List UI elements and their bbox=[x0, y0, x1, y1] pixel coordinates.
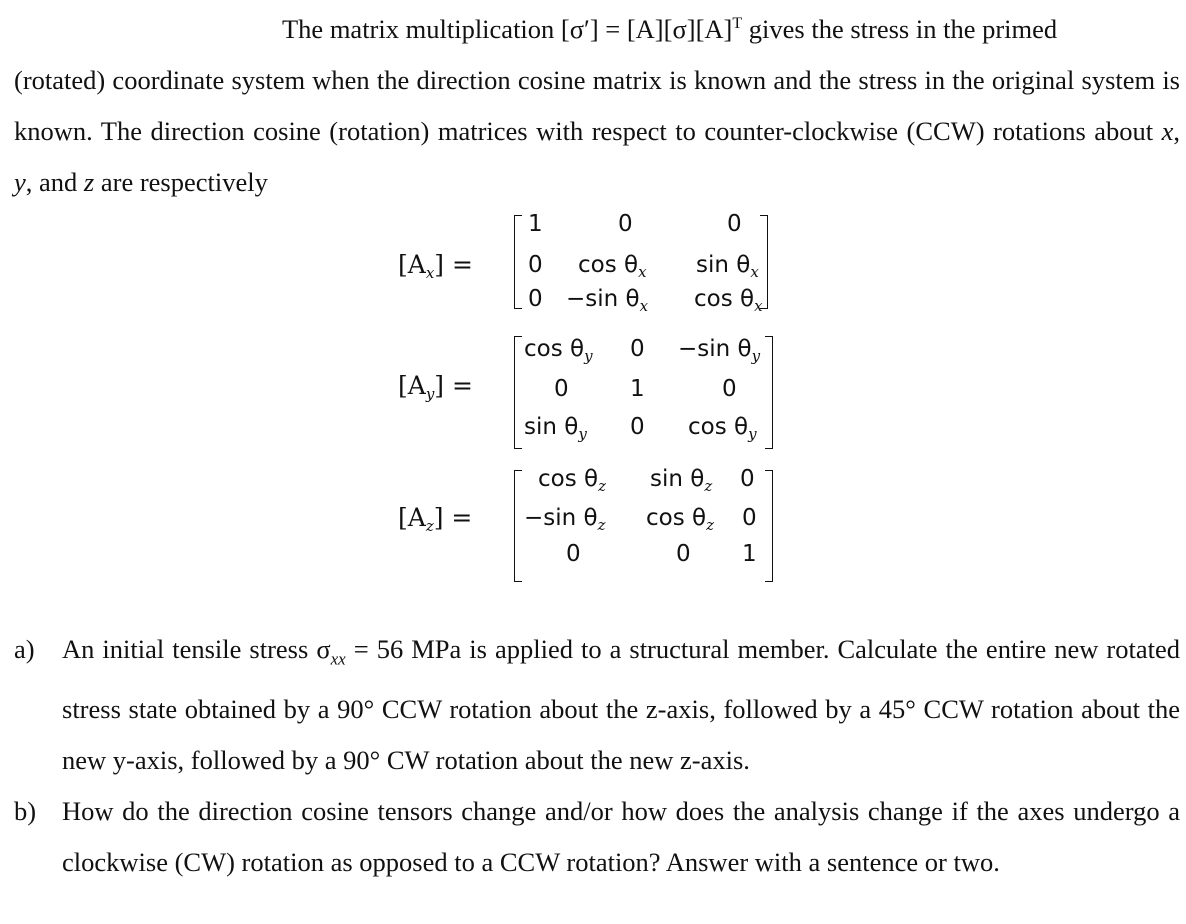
az-cell-02: 0 bbox=[740, 466, 755, 492]
ay-cell-10: 0 bbox=[554, 376, 569, 402]
az-cell-11: $\cos \theta_z$ bbox=[646, 505, 714, 534]
intro-equation-text: The matrix multiplication [σ′] = [A][σ][A] bbox=[282, 13, 733, 44]
matrix-ay-left-bracket bbox=[514, 336, 522, 449]
intro-tail: are respectively bbox=[94, 166, 268, 197]
az-cell-22: 1 bbox=[742, 541, 757, 567]
intro-line1-tail: gives the stress in the primed bbox=[742, 13, 1058, 44]
az-cell-00: $\cos \theta_z$ bbox=[538, 466, 606, 495]
intro-line-1 bbox=[14, 0, 1180, 55]
axis-z-label: z bbox=[83, 166, 95, 197]
ay-cell-00: $\cos \theta_y$ bbox=[524, 336, 593, 365]
intro-paragraph bbox=[14, 0, 1180, 208]
az-cell-21: 0 bbox=[676, 541, 691, 567]
ay-cell-01: 0 bbox=[630, 336, 645, 362]
ax-cell-00: 1 bbox=[528, 211, 543, 237]
matrix-az-lhs: $[A_z]$ = bbox=[398, 503, 473, 535]
az-cell-20: 0 bbox=[566, 541, 581, 567]
questions bbox=[14, 624, 1180, 888]
ay-cell-21: 0 bbox=[630, 414, 645, 440]
intro-body bbox=[14, 55, 1180, 208]
question-b-text: How do the direction cosine tensors change and/or how does the analysis change if the axes undergo a clockwise (CW) rotation as opposed to a CCW rotation? Answer with a sentence or two. bbox=[62, 796, 1180, 878]
ax-cell-11: $\cos \theta_x$ bbox=[578, 252, 647, 281]
intro-sep-2: , and bbox=[25, 166, 84, 197]
ax-cell-10: 0 bbox=[528, 252, 543, 278]
ax-cell-12: $\sin \theta_x$ bbox=[696, 252, 759, 281]
ax-cell-21: −sin $\theta_x$ bbox=[566, 286, 649, 315]
az-cell-12: 0 bbox=[742, 505, 757, 531]
intro-equation-sup: T bbox=[732, 15, 743, 32]
matrix-az-left-bracket bbox=[514, 470, 522, 582]
question-a bbox=[14, 624, 1180, 786]
matrix-az-right-bracket bbox=[765, 470, 773, 582]
ay-cell-22: $\cos \theta_y$ bbox=[688, 414, 757, 443]
axis-y-label: y bbox=[14, 166, 26, 197]
matrix-ay-lhs: $[A_y]$ = bbox=[398, 371, 473, 403]
az-cell-01: $\sin \theta_z$ bbox=[650, 466, 713, 495]
question-b-label: b) bbox=[14, 796, 37, 827]
ax-cell-02: 0 bbox=[727, 211, 742, 237]
ax-cell-01: 0 bbox=[618, 211, 633, 237]
matrix-ax-left-bracket bbox=[514, 215, 522, 309]
ay-cell-02: −sin $\theta_y$ bbox=[678, 336, 761, 365]
intro-body-text: (rotated) coordinate system when the direction cosine matrix is known and the stress in the original system is known. The direction cosine (rotation) matrices with respect to counter-clockwise (CCW) rotations about bbox=[14, 64, 1180, 146]
question-a-text: An initial tensile stress $\sigma_{xx} = 56$ MPa is applied to a structural member. Calculate the entire new rotated stress state obtained by a 90° CCW rotation about the z-axis, followed by a 45° CCW rotation about the new y-axis, followed by a 90° CW rotation about the new z-axis. bbox=[62, 634, 1181, 776]
ax-cell-22: $\cos \theta_x$ bbox=[694, 286, 763, 315]
question-b bbox=[14, 786, 1180, 888]
matrix-ax-lhs: $[A_x]$ = bbox=[398, 250, 473, 282]
intro-sep-1: , bbox=[1173, 115, 1180, 146]
ax-cell-20: 0 bbox=[528, 286, 543, 312]
ay-cell-20: $\sin \theta_y$ bbox=[524, 414, 587, 443]
ay-cell-12: 0 bbox=[722, 376, 737, 402]
axis-x-label: x bbox=[1161, 115, 1174, 146]
az-cell-10: −sin $\theta_z$ bbox=[524, 505, 606, 534]
question-a-label: a) bbox=[14, 634, 35, 664]
ay-cell-11: 1 bbox=[630, 376, 645, 402]
matrix-ay-right-bracket bbox=[765, 336, 773, 449]
